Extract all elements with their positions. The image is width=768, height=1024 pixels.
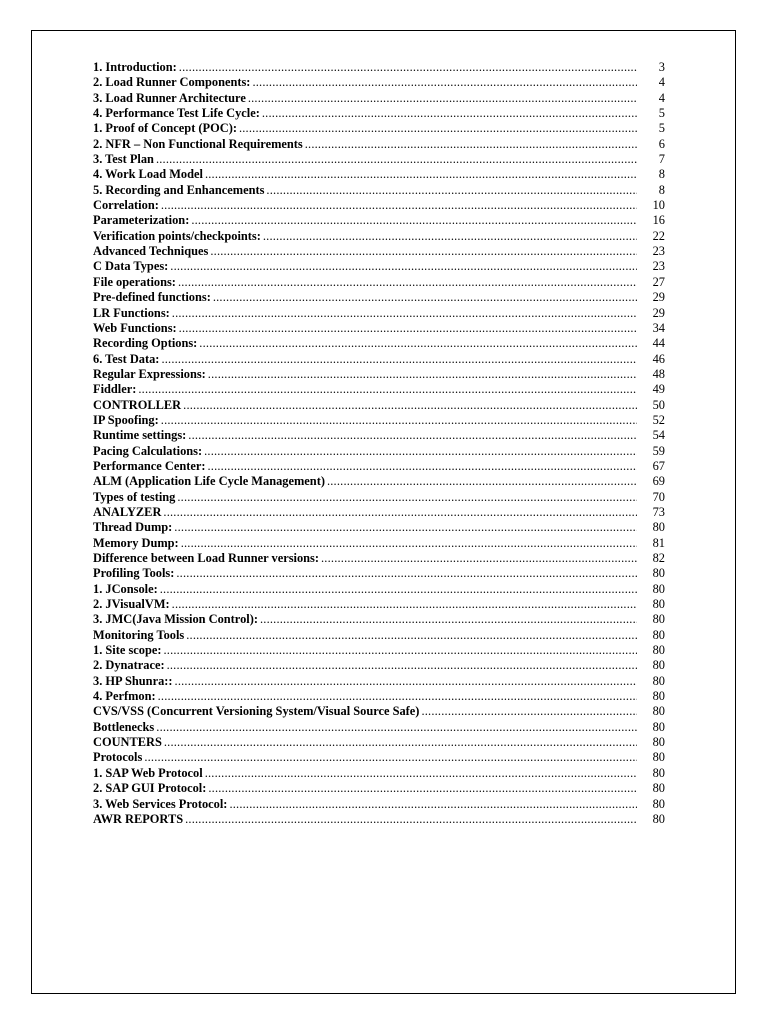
toc-entry-title: LR Functions: [93,305,170,320]
toc-entry[interactable] [93,60,665,75]
toc-entry-page-number: 80 [652,643,665,658]
toc-entry-page-number: 49 [652,382,665,397]
toc-entry[interactable] [93,336,665,351]
toc-dot-leader [239,121,637,136]
toc-entry-title: File operations: [93,274,176,289]
toc-entry-page-number: 80 [652,566,665,581]
toc-entry-page-number: 80 [652,750,665,765]
toc-entry[interactable] [93,459,665,474]
toc-dot-leader [205,766,637,781]
toc-entry-title: 2. SAP GUI Protocol: [93,781,207,796]
toc-entry-page-number: 80 [652,673,665,688]
toc-entry[interactable] [93,612,665,627]
toc-dot-leader [191,213,637,228]
toc-dot-leader [161,198,637,213]
toc-dot-leader [167,658,637,673]
toc-entry-page-number: 82 [652,551,665,565]
toc-entry-title: CONTROLLER [93,397,182,412]
toc-entry[interactable] [93,213,665,228]
toc-entry-page-number: 6 [658,136,665,151]
toc-entry[interactable] [93,720,665,735]
toc-entry-title: Protocols [93,750,143,765]
toc-dot-leader [186,628,637,643]
toc-entry-page-number: 67 [652,458,665,473]
toc-dot-leader [156,152,637,167]
toc-entry-title: 4. Perfmon: [93,689,156,704]
toc-entry-title: Difference between Load Runner versions: [93,551,319,565]
toc-entry-page-number: 8 [658,167,665,182]
toc-dot-leader [263,229,637,244]
toc-dot-leader [170,259,637,274]
toc-entry-page-number: 29 [652,290,665,305]
toc-entry[interactable] [93,382,665,397]
toc-dot-leader [181,536,637,551]
toc-entry[interactable] [93,582,665,597]
toc-entry-title: 2. Dynatrace: [93,658,165,673]
toc-dot-leader [248,91,637,106]
toc-entry-page-number: 80 [652,719,665,734]
toc-entry-page-number: 4 [658,75,665,90]
toc-entry[interactable] [93,444,665,459]
toc-entry[interactable] [93,474,665,489]
toc-entry-title: Pre-defined functions: [93,290,211,305]
toc-entry[interactable] [93,597,665,612]
toc-entry[interactable] [93,689,665,704]
toc-entry-page-number: 5 [658,121,665,136]
toc-entry-page-number: 4 [658,90,665,105]
toc-dot-leader [158,689,637,704]
toc-entry-title: Fiddler: [93,382,137,397]
toc-dot-leader [172,597,637,612]
toc-entry-title: 1. SAP Web Protocol [93,765,203,780]
toc-entry[interactable] [93,520,665,535]
toc-entry[interactable] [93,290,665,305]
toc-entry-page-number: 48 [652,366,665,381]
toc-entry-page-number: 80 [652,735,665,750]
toc-entry-page-number: 80 [652,765,665,780]
toc-entry-page-number: 69 [652,474,665,489]
toc-entry-title: 4. Performance Test Life Cycle: [93,106,260,121]
toc-entry-title: Thread Dump: [93,520,173,535]
toc-entry-page-number: 50 [652,397,665,412]
toc-entry-page-number: 80 [652,811,665,826]
toc-entry-page-number: 7 [658,152,665,167]
toc-entry[interactable] [93,704,665,719]
toc-dot-leader [179,321,637,336]
toc-dot-leader [208,367,637,382]
toc-entry-page-number: 80 [652,704,665,719]
toc-dot-leader [210,244,637,259]
toc-entry-title: ANALYZER [93,504,162,519]
toc-entry-title: AWR REPORTS [93,811,184,826]
toc-entry-title: ALM (Application Life Cycle Management) [93,474,325,489]
toc-entry-page-number: 80 [652,627,665,642]
toc-dot-leader [161,352,637,367]
toc-dot-leader [156,720,637,735]
toc-entry[interactable] [93,106,665,121]
toc-entry-title: Types of testing [93,489,176,504]
toc-entry-page-number: 80 [652,520,665,535]
toc-entry-page-number: 10 [652,198,665,213]
toc-entry-page-number: 8 [658,182,665,197]
toc-entry-title: Profiling Tools: [93,566,175,581]
toc-dot-leader [177,490,637,505]
toc-entry[interactable] [93,137,665,152]
toc-entry[interactable] [93,321,665,336]
toc-entry-title: Memory Dump: [93,535,179,550]
toc-entry-title: 3. JMC(Java Mission Control): [93,612,258,627]
toc-entry-title: Recording Options: [93,336,198,351]
toc-dot-leader [207,459,637,474]
toc-dot-leader [144,750,637,765]
toc-dot-leader [183,398,637,413]
toc-dot-leader [175,674,637,689]
toc-entry[interactable] [93,275,665,290]
toc-entry[interactable] [93,91,665,106]
toc-entry-page-number: 81 [652,535,665,550]
toc-entry[interactable] [93,750,665,765]
toc-dot-leader [179,60,637,75]
toc-dot-leader [160,582,637,597]
toc-dot-leader [204,444,637,459]
toc-entry-title: 1. Proof of Concept (POC): [93,121,237,136]
toc-dot-leader [205,167,637,182]
toc-entry-page-number: 34 [652,320,665,335]
toc-entry[interactable] [93,167,665,182]
toc-entry[interactable] [93,628,665,643]
toc-entry-title: 6. Test Data: [93,351,160,366]
toc-entry-title: C Data Types: [93,259,169,274]
toc-dot-leader [164,735,637,750]
toc-entry-page-number: 46 [652,351,665,366]
toc-entry-title: 3. Test Plan [93,152,154,167]
toc-entry[interactable] [93,735,665,750]
toc-entry-title: Performance Center: [93,458,206,473]
toc-entry[interactable] [93,306,665,321]
toc-dot-leader [185,812,637,827]
toc-dot-leader [176,566,637,581]
toc-dot-leader [266,183,637,198]
toc-entry[interactable] [93,658,665,673]
toc-entry-title: Bottlenecks [93,719,155,734]
toc-entry[interactable] [93,490,665,505]
toc-entry-page-number: 70 [652,489,665,504]
toc-entry-title: 1. JConsole: [93,581,158,596]
toc-entry[interactable] [93,75,665,90]
toc-entry[interactable] [93,674,665,689]
toc-entry-title: COUNTERS [93,735,162,750]
toc-entry-title: 2. JVisualVM: [93,597,170,612]
toc-dot-leader [178,275,637,290]
toc-entry-page-number: 80 [652,689,665,704]
toc-entry-title: Parameterization: [93,213,190,228]
toc-dot-leader [213,290,637,305]
toc-entry-page-number: 80 [652,612,665,627]
toc-dot-leader [252,75,637,90]
toc-entry-title: Pacing Calculations: [93,443,203,458]
toc-entry[interactable] [93,183,665,198]
toc-dot-leader [199,336,637,351]
toc-dot-leader [188,428,637,443]
toc-entry[interactable] [93,229,665,244]
toc-entry[interactable] [93,766,665,781]
toc-dot-leader [262,106,637,121]
toc-entry[interactable] [93,428,665,443]
toc-entry-title: 4. Work Load Model [93,167,203,182]
toc-dot-leader [421,704,637,719]
toc-entry-title: 1. Site scope: [93,643,162,658]
toc-dot-leader [161,413,637,428]
toc-entry-page-number: 80 [652,658,665,673]
toc-entry[interactable] [93,352,665,367]
toc-entry-title: 2. Load Runner Components: [93,75,251,90]
toc-entry-page-number: 54 [652,428,665,443]
toc-entry[interactable] [93,536,665,551]
toc-entry-page-number: 16 [652,213,665,228]
toc-dot-leader [163,643,637,658]
table-of-contents [93,60,665,827]
toc-entry[interactable] [93,505,665,520]
toc-entry-page-number: 29 [652,305,665,320]
toc-dot-leader [327,474,637,489]
toc-entry-title: Verification points/checkpoints: [93,228,261,243]
toc-entry-title: 5. Recording and Enhancements [93,182,265,197]
toc-dot-leader [172,306,637,321]
toc-entry-page-number: 44 [652,336,665,351]
toc-entry-title: 3. Load Runner Architecture [93,90,246,105]
toc-entry-page-number: 80 [652,796,665,811]
toc-dot-leader [138,382,637,397]
toc-entry-title: Web Functions: [93,320,177,335]
toc-entry[interactable] [93,781,665,796]
toc-entry-page-number: 80 [652,597,665,612]
toc-entry-title: Runtime settings: [93,428,187,443]
toc-entry[interactable] [93,198,665,213]
toc-entry-title: 3. HP Shunra:: [93,673,173,688]
toc-entry[interactable] [93,812,665,827]
toc-entry[interactable] [93,551,665,566]
toc-dot-leader [163,505,637,520]
toc-entry-title: 1. Introduction: [93,60,177,74]
toc-entry[interactable] [93,152,665,167]
toc-entry-title: Correlation: [93,198,159,213]
toc-entry[interactable] [93,413,665,428]
toc-entry-title: Monitoring Tools [93,627,185,642]
toc-entry-title: Advanced Techniques [93,244,209,259]
toc-entry-page-number: 27 [652,274,665,289]
toc-entry-page-number: 73 [652,504,665,519]
toc-dot-leader [260,612,637,627]
toc-dot-leader [305,137,637,152]
toc-entry-page-number: 52 [652,412,665,427]
toc-entry-page-number: 23 [652,244,665,259]
toc-entry-page-number: 5 [658,106,665,121]
toc-entry[interactable] [93,643,665,658]
toc-entry[interactable] [93,398,665,413]
toc-entry[interactable] [93,121,665,136]
toc-entry[interactable] [93,566,665,581]
toc-entry[interactable] [93,259,665,274]
toc-entry-title: Regular Expressions: [93,366,206,381]
toc-entry-title: CVS/VSS (Concurrent Versioning System/Visual Source Safe) [93,704,420,719]
toc-entry-title: IP Spoofing: [93,412,159,427]
toc-dot-leader [321,551,637,566]
toc-dot-leader [208,781,637,796]
toc-entry-title: 2. NFR – Non Functional Requirements [93,136,303,151]
toc-entry-page-number: 22 [652,228,665,243]
toc-entry[interactable] [93,244,665,259]
toc-entry-page-number: 23 [652,259,665,274]
toc-entry-page-number: 3 [658,60,665,74]
toc-entry-page-number: 80 [652,781,665,796]
toc-entry[interactable] [93,797,665,812]
toc-entry[interactable] [93,367,665,382]
toc-entry-page-number: 59 [652,443,665,458]
toc-entry-page-number: 80 [652,581,665,596]
toc-dot-leader [174,520,637,535]
toc-entry-title: 3. Web Services Protocol: [93,796,228,811]
toc-dot-leader [229,797,637,812]
